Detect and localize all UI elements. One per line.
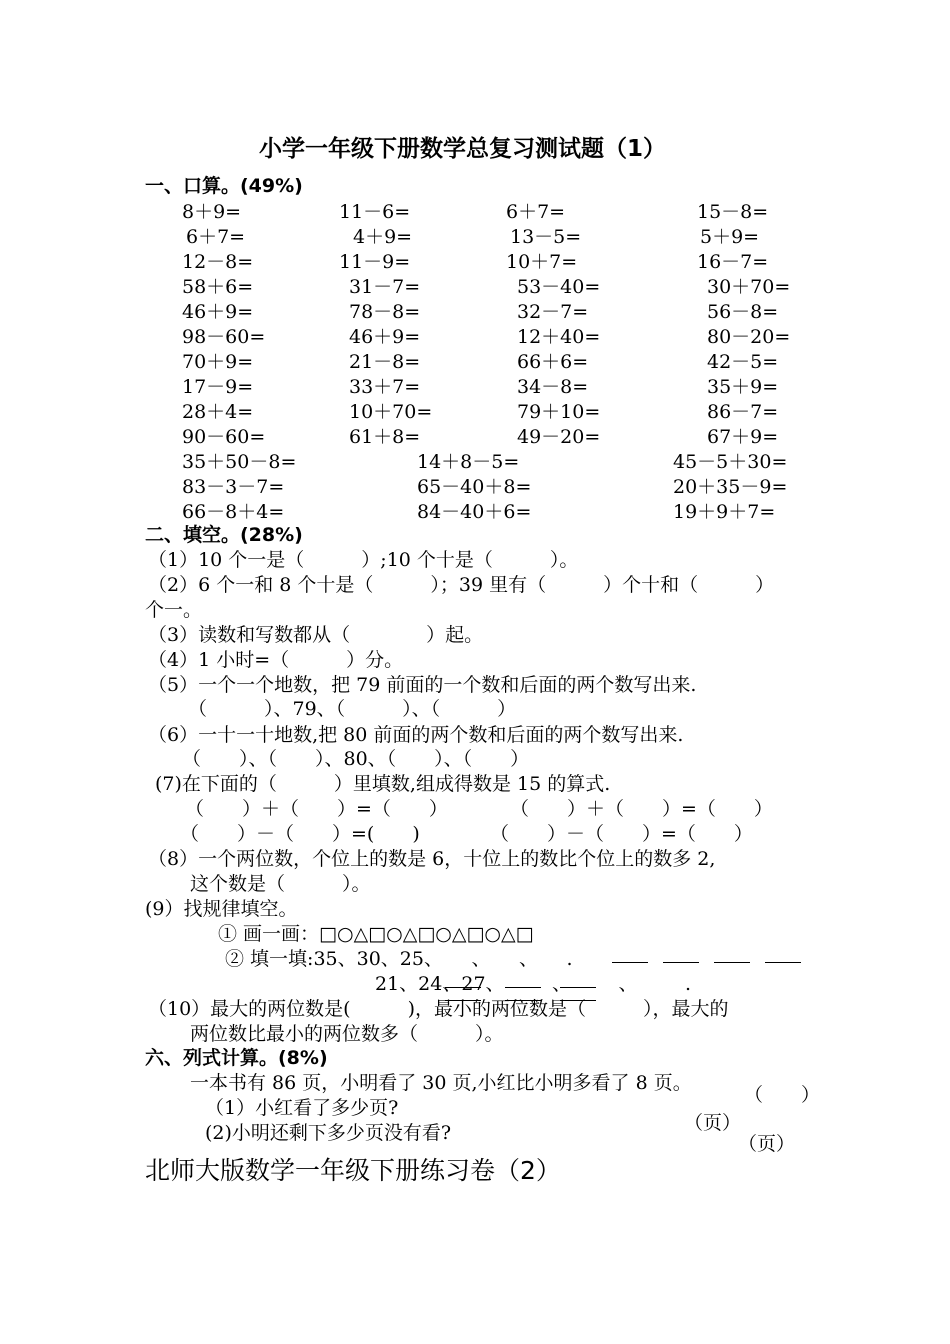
answer-blank-line — [765, 962, 801, 963]
calc-item: 35＋50－8= — [182, 451, 297, 473]
calc-item: 66＋6= — [517, 351, 589, 373]
calc-item: 11－9= — [339, 251, 411, 273]
question-8: （8）一个两位数，个位上的数是 6，十位上的数比个位上的数多 2, — [148, 848, 716, 870]
answer-blank-line — [505, 987, 541, 988]
calc-item: 10＋7= — [506, 251, 578, 273]
question-9-fill-1: ② 填一填:35、30、25、 、 、 . — [225, 948, 573, 970]
unit-label-2: （页） — [738, 1133, 796, 1155]
question-2-continued: 个一。 — [145, 599, 203, 621]
calc-item: 56－8= — [707, 301, 779, 323]
question-10: （10）最大的两位数是( )，最小的两位数是（ ），最大的 — [148, 998, 729, 1020]
calc-item: 66－8＋4= — [182, 501, 285, 523]
calc-item: 86－7= — [707, 401, 779, 423]
calc-item: 42－5= — [707, 351, 779, 373]
question-5: （5）一个一个地数，把 79 前面的一个数和后面的两个数写出来. — [148, 674, 697, 696]
question-9-fill-2: 21、24、27、 、 、 . — [375, 973, 692, 995]
calc-item: 78－8= — [349, 301, 421, 323]
calc-item: 28＋4= — [182, 401, 254, 423]
calc-item: 20＋35－9= — [673, 476, 788, 498]
calc-item: 84－40＋6= — [417, 501, 532, 523]
question-6: （6）一十一十地数,把 80 前面的两个数和后面的两个数写出来. — [148, 724, 684, 746]
calc-item: 31－7= — [349, 276, 421, 298]
unit-label-1: （页） — [684, 1112, 742, 1134]
calc-item: 65－40＋8= — [417, 476, 532, 498]
question-7-eq-d: （ ）－（ ）=（ ） — [490, 823, 753, 845]
question-8-continued: 这个数是（ ）。 — [190, 873, 371, 895]
question-3: （3）读数和写数都从（ ）起。 — [148, 624, 484, 646]
calc-item: 15－8= — [697, 201, 769, 223]
calc-item: 17－9= — [182, 376, 254, 398]
calc-item: 33＋7= — [349, 376, 421, 398]
question-7-eq-c: （ ）－（ ）=( ) — [180, 823, 420, 845]
answer-blank-line — [714, 962, 750, 963]
question-9: (9）找规律填空。 — [145, 898, 298, 920]
question-7: (7)在下面的（ ）里填数,组成得数是 15 的算式. — [155, 773, 611, 795]
calc-item: 98－60= — [182, 326, 266, 348]
calc-item: 83－3－7= — [182, 476, 285, 498]
question-7-eq-b: （ ）＋（ ）=（ ） — [510, 798, 773, 820]
calc-item: 35＋9= — [707, 376, 779, 398]
page-title: 小学一年级下册数学总复习测试题（1） — [259, 136, 667, 162]
calc-item: 14＋8－5= — [417, 451, 520, 473]
calc-item: 90－60= — [182, 426, 266, 448]
question-5-answer: （ ）、79、（ ）、（ ） — [188, 698, 517, 720]
calc-item: 79＋10= — [517, 401, 601, 423]
question-1: （1）10 个一是（ ）;10 个十是（ ）。 — [148, 549, 579, 571]
calc-item: 19＋9＋7= — [673, 501, 776, 523]
answer-blank-line — [445, 987, 481, 988]
calc-item: 46＋9= — [182, 301, 254, 323]
word-problem-q2: (2)小明还剩下多少页没有看? — [205, 1122, 452, 1144]
calc-item: 4＋9= — [353, 226, 413, 248]
calc-item: 10＋70= — [349, 401, 433, 423]
answer-blank-line — [612, 962, 648, 963]
question-4: （4）1 小时=（ ）分。 — [148, 649, 404, 671]
calc-item: 5＋9= — [700, 226, 760, 248]
section-2-heading: 二、填空。(28%) — [145, 524, 303, 546]
answer-blank-line — [560, 987, 596, 988]
calc-item: 58＋6= — [182, 276, 254, 298]
calc-item: 13－5= — [510, 226, 582, 248]
question-2: （2）6 个一和 8 个十是（ ）；39 里有（ ）个十和（ ） — [148, 574, 775, 596]
question-7-eq-a: （ ）＋（ ）=（ ） — [185, 798, 448, 820]
calc-item: 11－6= — [339, 201, 411, 223]
calc-item: 80－20= — [707, 326, 791, 348]
calc-item: 8＋9= — [182, 201, 242, 223]
answer-blank-line — [663, 962, 699, 963]
calc-item: 16－7= — [697, 251, 769, 273]
calc-item: 12－8= — [182, 251, 254, 273]
calc-item: 49－20= — [517, 426, 601, 448]
question-9-draw: ① 画一画：□○△□○△□○△□○△□ — [218, 923, 534, 945]
calc-item: 45－5＋30= — [673, 451, 788, 473]
answer-bracket: （ ） — [744, 1084, 821, 1106]
section-1-heading: 一、口算。(49%) — [145, 175, 303, 197]
calc-item: 70＋9= — [182, 351, 254, 373]
calc-item: 21－8= — [349, 351, 421, 373]
calc-item: 6＋7= — [506, 201, 566, 223]
calc-item: 61＋8= — [349, 426, 421, 448]
calc-item: 30＋70= — [707, 276, 791, 298]
calc-item: 34－8= — [517, 376, 589, 398]
calc-item: 6＋7= — [186, 226, 246, 248]
calc-item: 46＋9= — [349, 326, 421, 348]
question-6-answer: （ ）、（ ）、80、（ ）、（ ） — [182, 748, 530, 770]
calc-item: 32－7= — [517, 301, 589, 323]
word-problem-q1: （1）小红看了多少页? — [205, 1097, 399, 1119]
calc-item: 67＋9= — [707, 426, 779, 448]
next-paper-title: 北师大版数学一年级下册练习卷（2） — [145, 1156, 561, 1185]
calc-item: 12＋40= — [517, 326, 601, 348]
word-problem: 一本书有 86 页，小明看了 30 页,小红比小明多看了 8 页。 — [190, 1072, 692, 1094]
section-6-heading: 六、列式计算。(8%) — [145, 1047, 328, 1069]
calc-item: 53－40= — [517, 276, 601, 298]
question-10-continued: 两位数比最小的两位数多（ ）。 — [190, 1023, 504, 1045]
